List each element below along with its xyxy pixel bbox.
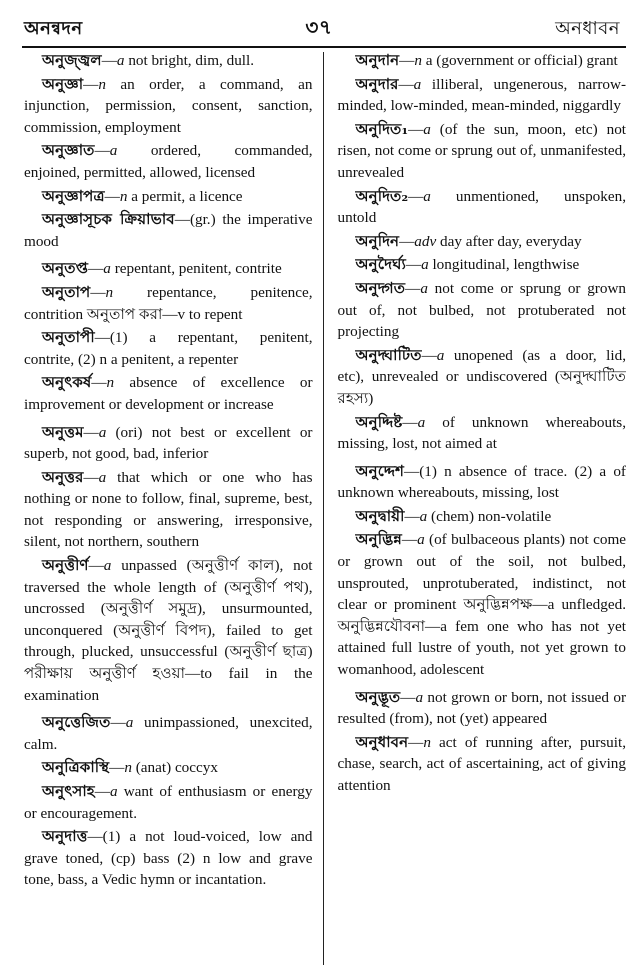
entry-headword: অনুজ্জ্বল	[42, 51, 102, 69]
entry-pos: n	[423, 733, 431, 751]
dictionary-entry: অনুদিত₁—a (of the sun, moon, etc) not risen, not come or sprung out of, unmanifested, unrevealed	[337, 119, 626, 181]
entry-pos: a	[109, 142, 118, 160]
right-column	[324, 50, 627, 971]
entry-headword: অনুদ্ভিন্ন	[355, 530, 402, 549]
dictionary-entry: অনুতাপী—(1) a repentant, penitent, contrite, (2) n a penitent, a repenter	[24, 328, 313, 368]
entry-pos: a	[423, 120, 431, 138]
entry-definition: (of the sun, moon, etc) not risen, not come or sprung out of, unmanifested, unrevealed	[337, 120, 626, 181]
entry-definition: of unknown whereabouts, missing, lost, not aimed at	[337, 413, 626, 453]
dictionary-entry: অনুত্তেজিত—a unimpassioned, unexcited, calm.	[24, 713, 313, 753]
entry-pos: a	[436, 346, 445, 364]
dictionary-entry: অনুজ্ঞাত—a ordered, commanded, enjoined, permitted, allowed, licensed	[24, 141, 313, 181]
entry-pos: n	[414, 52, 422, 69]
entry-headword: অনুদ্দেশ	[355, 461, 405, 480]
entry-pos: a	[421, 256, 429, 274]
dictionary-entry: অনুদিত₂—a unmentioned, unspoken, untold	[337, 186, 626, 227]
entry-pos: a	[125, 714, 134, 732]
entry-headword: অনুদিত₁	[355, 119, 409, 138]
page-number: ৩৭	[305, 16, 333, 39]
entry-pos: adv	[414, 232, 437, 250]
entry-pos: a	[417, 531, 425, 549]
entry-headword: অনুত্রিকাস্থি	[42, 758, 110, 777]
dictionary-entry: অনুদ্ভূত—a not grown or born, not issued or resulted (from), not (yet) appeared	[337, 687, 626, 728]
entry-definition: (chem) non-volatile	[431, 507, 552, 525]
entry-headword: অনুদ্গত	[355, 278, 406, 297]
dictionary-entry: অনুত্রিকাস্থি—n (anat) coccyx	[42, 758, 218, 777]
entry-definition: (gr.) the imperative mood	[24, 211, 313, 250]
entry-headword: অনুত্তর	[42, 467, 84, 486]
entry-headword: অনুৎকর্ষ	[42, 373, 92, 392]
entry-headword: অনুজ্ঞাপত্র	[42, 186, 105, 205]
dictionary-entry: অনুজ্ঞাপত্র—n a permit, a licence	[42, 186, 243, 205]
entry-headword: অনুদ্বায়ী	[355, 506, 405, 525]
entry-pos: a	[419, 507, 428, 525]
entry-headword: অনুদিত₂	[355, 186, 409, 205]
header-rule	[22, 46, 626, 48]
entry-headword: অনুদান	[355, 51, 400, 69]
dictionary-entry: অনুদান—n a (government or official) grant	[355, 51, 618, 69]
dictionary-entry: অনুদ্ঘাটিত—a unopened (as a door, lid, etc), unrevealed or undiscovered (অনুদ্ঘাটিত রহস্য)	[337, 345, 626, 407]
entry-definition: (1) a not loud-voiced, low and grave toned, (cp) bass (2) n low and grave tone, bass, a Vedic hymn or incantation.	[24, 828, 313, 889]
dictionary-entry: অনুতপ্ত—a repentant, penitent, contrite	[42, 259, 282, 278]
entry-headword: অনুজ্ঞা	[42, 74, 84, 93]
dictionary-entry: অনুদ্গত—a not come or sprung or grown out of, not bulbed, not protuberated not projecting	[337, 278, 626, 341]
entry-definition: illiberal, ungenerous, narrow-minded, low-minded, mean-minded, niggardly	[337, 75, 626, 115]
entry-pos: n	[119, 187, 128, 205]
entry-headword: অনুত্তীর্ণ	[42, 556, 89, 575]
entry-definition: act of running after, pursuit, chase, search, act of ascertaining, act of giving attention	[337, 733, 626, 794]
entry-definition: repentant, penitent, contrite	[114, 260, 282, 278]
entry-definition: a permit, a licence	[131, 187, 243, 205]
entry-headword: অনুদ্ঘাটিত	[355, 345, 422, 364]
entry-definition: repentance, penitence, contrition অনুতাপ করা—v to repent	[24, 283, 313, 323]
entry-definition: not come or sprung or grown out of, not bulbed, not protuberated not projecting	[337, 279, 626, 341]
dictionary-entry: অনুত্তম—a (ori) not best or excellent or superb, not good, bad, inferior	[24, 422, 313, 463]
dictionary-entry: অনুদার—a illiberal, ungenerous, narrow-minded, low-minded, mean-minded, niggardly	[337, 74, 626, 115]
entry-pos: n	[105, 283, 114, 301]
entry-pos: n	[124, 759, 132, 777]
entry-definition: a (government or official) grant	[425, 52, 618, 69]
entry-headword: অনুত্তম	[42, 422, 84, 441]
dictionary-entry: অনুধাবন—n act of running after, pursuit, chase, search, act of ascertaining, act of giving attention	[337, 732, 626, 794]
entry-headword: অনুদ্ভূত	[355, 687, 401, 706]
entry-headword: অনুতাপ	[42, 282, 91, 301]
entry-definition: (1) n absence of trace. (2) a of unknown whereabouts, missing, lost	[337, 462, 626, 502]
dictionary-entry: অনুদাত্ত—(1) a not loud-voiced, low and grave toned, (cp) bass (2) n low and grave tone, bass, a Vedic hymn or incantation.	[24, 827, 313, 889]
entry-definition: absence of excellence or improvement or development or increase	[24, 374, 313, 413]
entry-definition: want of enthusiasm or energy or encouragement.	[24, 783, 313, 822]
entry-headword: অনুদাত্ত	[42, 827, 88, 846]
entry-pos: n	[98, 75, 106, 93]
entry-definition: not grown or born, not issued or resulted (from), not (yet) appeared	[337, 688, 626, 728]
dictionary-entry: অনুত্তীর্ণ—a unpassed (অনুত্তীর্ণ কাল), not traversed the whole length of (অনুত্তীর্ণ পথ), uncrossed (অনুত্তীর্ণ সমুদ্র), unsurmounted, unconquered (অনুত্তীর্ণ বিপদ), failed to get through, plucked, unsuccessful (অনুত্তীর্ণ ছাত্র) পরীক্ষায় অনুত্তীর্ণ হওয়া—to fail in the examination	[24, 556, 313, 704]
entry-definition: day after day, everyday	[440, 232, 582, 250]
entry-pos: n	[106, 374, 115, 392]
dictionary-entry: অনুদৈর্ঘ্য—a longitudinal, lengthwise	[355, 255, 580, 274]
entry-definition: that which or one who has nothing or none to follow, final, supreme, best, not responding or answering, irresponsive, silent, not northern, southern	[24, 468, 313, 551]
entry-pos: a	[98, 423, 107, 441]
entry-headword: অনুতাপী	[42, 328, 95, 347]
dictionary-entry: অনুতাপ—n repentance, penitence, contrition অনুতাপ করা—v to repent	[24, 282, 313, 323]
entry-definition: an order, a command, an injunction, permission, consent, sanction, commission, employment	[24, 75, 313, 136]
left-column	[24, 50, 323, 971]
entry-headword: অনুজ্ঞাসূচক ক্রিয়াভাব	[42, 210, 175, 229]
entry-headword: অনুতপ্ত	[42, 259, 89, 278]
entry-pos: a	[103, 260, 111, 278]
entry-definition: (1) a repentant, penitent, contrite, (2) n a penitent, a repenter	[24, 329, 313, 368]
entry-definition: not bright, dim, dull.	[128, 52, 255, 69]
entry-headword: অনুদিন	[355, 231, 400, 250]
entry-pos: a	[413, 75, 422, 93]
entry-definition: (of bulbaceous plants) not come or grown out of the soil, not bulbed, unsprouted, unprotuberated, indistinct, not clear or prominent অনুদ্ভিন্নপক্ষ—a unfledged. অনুদ্ভিন্নযৌবনা—a fem one who has not yet attained full lustre of youth, not yet grown to womanhood, adolescent	[337, 531, 626, 679]
entry-definition: unmentioned, unspoken, untold	[337, 187, 626, 227]
entry-definition: unpassed (অনুত্তীর্ণ কাল), not traversed the whole length of (অনুত্তীর্ণ পথ), uncrossed (অনুত্তীর্ণ সমুদ্র), unsurmounted, unconquered (অনুত্তীর্ণ বিপদ), failed to get through, plucked, unsuccessful (অনুত্তীর্ণ ছাত্র) পরীক্ষায় অনুত্তীর্ণ হওয়া—to fail in the examination	[24, 557, 313, 704]
dictionary-entry: অনুদ্বায়ী—a (chem) non-volatile	[355, 506, 552, 525]
dictionary-entry: অনুজ্ঞা—n an order, a command, an injunction, permission, consent, sanction, commission, employment	[24, 74, 313, 136]
entry-headword: অনুৎসাহ	[42, 782, 95, 800]
entry-definition: (anat) coccyx	[135, 759, 218, 777]
entry-headword: অনুদার	[355, 74, 399, 93]
entry-headword: অনুধাবন	[355, 732, 409, 751]
entry-definition: unimpassioned, unexcited, calm.	[24, 714, 313, 753]
dictionary-entry: অনুজ্জ্বল—a not bright, dim, dull.	[42, 51, 255, 69]
entry-headword: অনুত্তেজিত	[42, 713, 111, 732]
dictionary-entry: অনুজ্ঞাসূচক ক্রিয়াভাব—(gr.) the imperative mood	[24, 210, 313, 250]
entry-definition: longitudinal, lengthwise	[432, 256, 580, 274]
dictionary-entry: অনুদ্দিষ্ট—a of unknown whereabouts, missing, lost, not aimed at	[337, 412, 626, 453]
dictionary-entry: অনুদিন—adv day after day, everyday	[355, 231, 582, 250]
entry-pos: a	[415, 688, 424, 706]
entry-definition: ordered, commanded, enjoined, permitted, allowed, licensed	[24, 142, 313, 181]
entry-pos: a	[116, 52, 125, 69]
dictionary-entry: অনুদ্দেশ—(1) n absence of trace. (2) a of unknown whereabouts, missing, lost	[337, 461, 626, 502]
entry-headword: অনুদ্দিষ্ট	[355, 412, 403, 431]
entry-pos: a	[98, 468, 107, 486]
entry-definition: unopened (as a door, lid, etc), unrevealed or undiscovered (অনুদ্ঘাটিত রহস্য)	[337, 346, 626, 407]
entry-definition: (ori) not best or excellent or superb, not good, bad, inferior	[24, 423, 313, 463]
entry-headword: অনুজ্ঞাত	[42, 141, 95, 160]
right-running-headword: অনধাবন	[555, 17, 620, 38]
entry-pos: a	[109, 783, 118, 800]
running-head	[24, 14, 620, 44]
entry-pos: a	[420, 279, 428, 297]
dictionary-entry: অনুত্তর—a that which or one who has nothing or none to follow, final, supreme, best, not responding or answering, irresponsive, silent, not northern, southern	[24, 467, 313, 551]
dictionary-entry: অনুৎকর্ষ—n absence of excellence or improvement or development or increase	[24, 373, 313, 413]
dictionary-entry: অনুদ্ভিন্ন—a (of bulbaceous plants) not come or grown out of the soil, not bulbed, unsprouted, unprotuberated, indistinct, not clear or prominent অনুদ্ভিন্নপক্ষ—a unfledged. অনুদ্ভিন্নযৌবনা—a fem one who has not yet attained full lustre of youth, not yet grown to womanhood, adolescent	[337, 530, 626, 679]
entry-pos: a	[417, 413, 426, 431]
dictionary-entry: অনুৎসাহ—a want of enthusiasm or energy or encouragement.	[24, 782, 313, 822]
entry-pos: a	[423, 187, 431, 205]
entry-headword: অনুদৈর্ঘ্য	[355, 255, 406, 274]
left-running-headword: অনন্বদন	[24, 17, 83, 38]
entry-pos: a	[103, 557, 112, 575]
entry-columns	[24, 50, 626, 971]
